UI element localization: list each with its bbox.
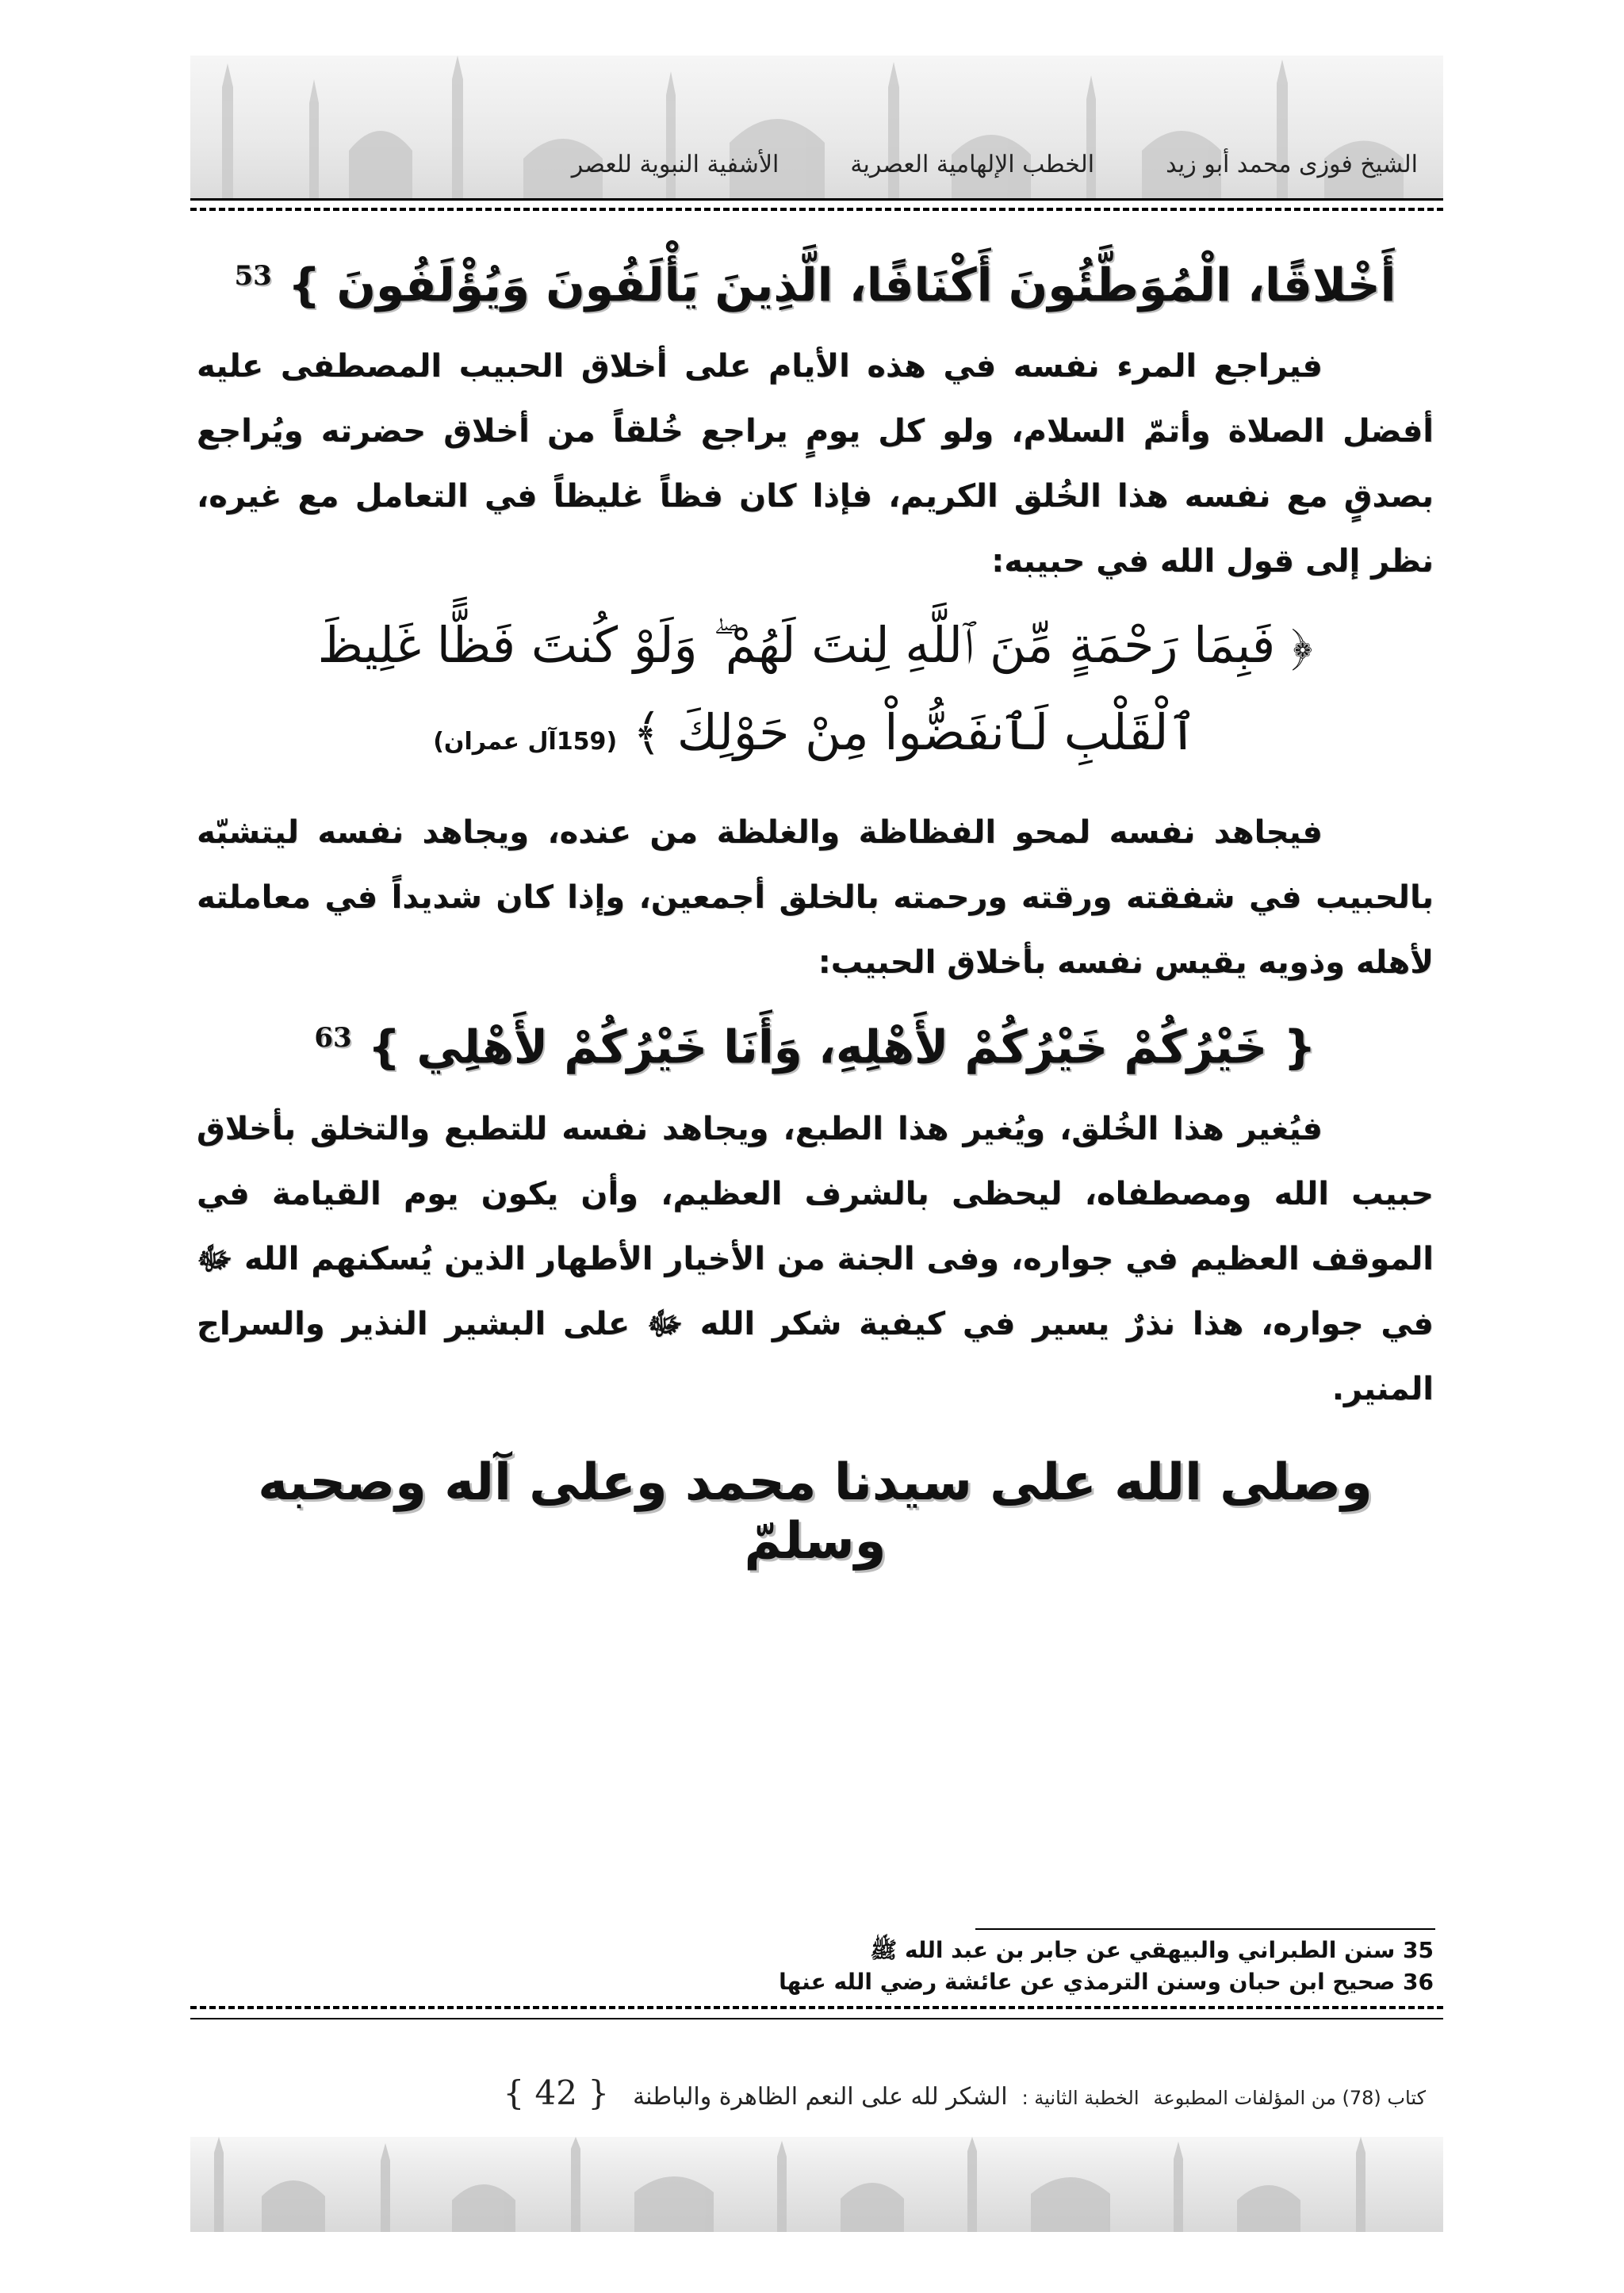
quran-line-2-text: ٱلْقَلْبِ لَٱنفَضُّواْ مِنْ حَوْلِكَ ﴾ — [632, 703, 1197, 762]
quran-reference: (159آل عمران) — [433, 728, 618, 756]
footnote-35: 35 سنن الطبراني والبيهقي عن جابر بن عبد الله ﷺ — [870, 1937, 1434, 1963]
hadith-1-note: 53 — [234, 260, 272, 292]
hadith-quote-2 — [197, 1000, 1434, 1085]
footer-rule — [190, 2018, 1443, 2019]
footer-mosque-banner — [190, 2137, 1443, 2232]
footer-book: كتاب (78) من المؤلفات المطبوعة — [1153, 2087, 1426, 2109]
paragraph-3: فيُغير هذا الخُلق، ويُغير هذا الطبع، ويجاهد نفسه للتطبع والتخلق بأخلاق حبيب الله ومصطفاه، ليحظى بالشرف العظيم، وأن يكون يوم القيامة في الموقف العظيم في جواره، وفى الجنة من الأخيار الأطهار الذين يُسكنهم الله ﷻ في جواره، هذا نذرٌ يسير في كيفية شكر الله ﷻ على البشير النذير والسراج المنير. — [197, 1110, 1434, 1407]
hadith-2-text: { خَيْرُكُمْ خَيْرُكُمْ لأَهْلِهِ، وَأَنَا خَيْرُكُمْ لأَهْلِي } — [367, 1020, 1316, 1074]
quran-verse — [197, 602, 1434, 786]
header-title: الأشفية النبوية للعصر — [571, 151, 779, 178]
footnotes — [197, 1935, 1434, 1998]
quran-line-1: ﴿ فَبِمَا رَحْمَةٍ مِّنَ ٱللَّهِ لِنتَ لَهُمْ ۖ وَلَوْ كُنتَ فَظًّا غَلِيظَ — [317, 616, 1313, 675]
footer-rule-dashed — [190, 2006, 1443, 2009]
header-rule-dashed — [190, 208, 1443, 211]
paragraph-1: فيراجع المرء نفسه في هذه الأيام على أخلاق الحبيب المصطفى عليه أفضل الصلاة وأتمّ السلام، ولو كل يومٍ يراجع خُلقاً من أخلاق حضرته ويُراجع بصدقٍ مع نفسه هذا الخُلق الكريم، فإذا كان فظاً غليظاً في التعامل مع غيره، نظر إلى قول الله في حبيبه: — [197, 348, 1434, 580]
footer-topic: الشكر لله على النعم الظاهرة والباطنة — [633, 2083, 1008, 2111]
main-content — [197, 238, 1434, 1571]
header-series: الخطب الإلهامية العصرية — [850, 151, 1095, 178]
footer-sermon: الخطبة الثانية : — [1021, 2087, 1139, 2109]
header-author: الشيخ فوزى محمد أبو زيد — [1166, 151, 1418, 178]
footnote-36: 36 صحيح ابن حبان وسنن الترمذي عن عائشة رضي الله عنها — [779, 1969, 1434, 1995]
mosque-silhouette-footer-icon — [190, 2137, 1443, 2232]
quran-line-2 — [197, 689, 1434, 786]
closing-salawat: وصلى الله على سيدنا محمد وعلى آله وصحبه وسلمّ — [258, 1453, 1373, 1571]
hadith-quote-1 — [197, 238, 1434, 323]
paragraph-2: فيجاهد نفسه لمحو الفظاظة والغلظة من عنده، ويجاهد نفسه ليتشبّه بالحبيب في شفقته ورقته ورحمته بالخلق أجمعين، وإذا كان شديداً في معاملته لأهله وذويه يقيس نفسه بأخلاق الحبيب: — [197, 814, 1434, 982]
hadith-2-note: 63 — [314, 1022, 352, 1055]
running-header — [197, 151, 1418, 178]
header-rule-top — [190, 198, 1443, 201]
footnote-separator — [975, 1928, 1435, 1930]
hadith-1-text: أَخْلاقًا، الْمُوَطَّئُونَ أَكْنَافًا، الَّذِينَ يَأْلَفُونَ وَيُؤْلَفُونَ } — [287, 258, 1396, 312]
running-footer — [189, 2073, 1426, 2112]
page-number: { 42 } — [503, 2073, 610, 2112]
